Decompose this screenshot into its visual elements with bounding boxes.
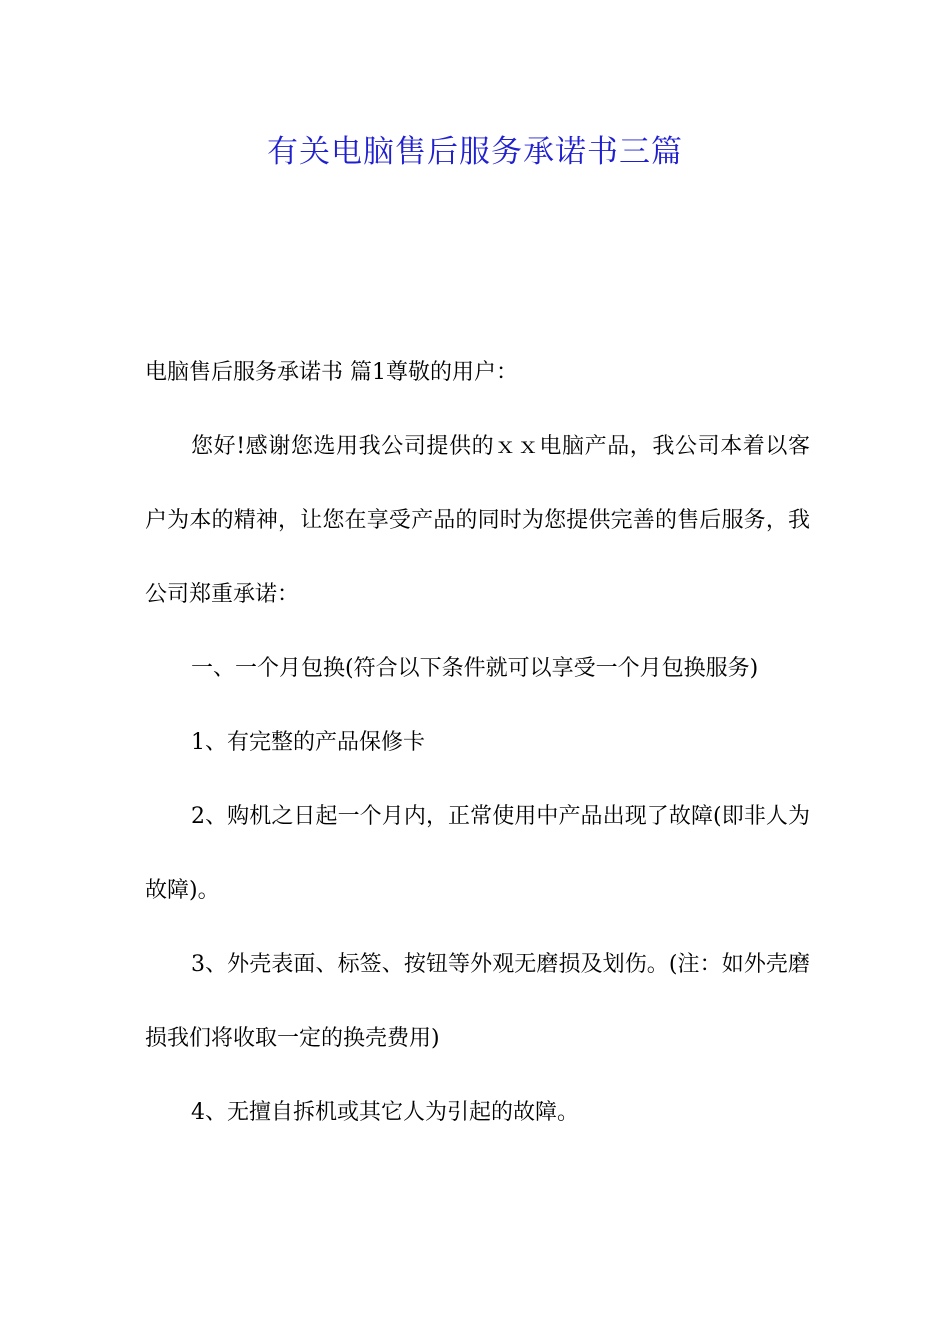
salutation-paragraph: 电脑售后服务承诺书 篇1尊敬的用户： — [145, 360, 518, 385]
section-heading-one-month-exchange: 一、一个月包换(符合以下条件就可以享受一个月包换服务) — [191, 656, 759, 681]
condition-item-3: 3、外壳表面、标签、按钮等外观无磨损及划伤。(注：如外壳磨损我们将收取一定的换壳费用) — [145, 952, 810, 1051]
condition-item-2: 2、购机之日起一个月内，正常使用中产品出现了故障(即非人为故障)。 — [145, 804, 810, 903]
intro-paragraph: 您好!感谢您选用我公司提供的ｘｘ电脑产品，我公司本着以客户为本的精神，让您在享受产品的同时为您提供完善的售后服务，我公司郑重承诺： — [145, 434, 810, 607]
document-title: 有关电脑售后服务承诺书三篇 — [267, 134, 683, 170]
document-body — [145, 336, 810, 1150]
condition-item-1: 1、有完整的产品保修卡 — [191, 730, 425, 755]
condition-item-4: 4、无擅自拆机或其它人为引起的故障。 — [191, 1100, 579, 1125]
